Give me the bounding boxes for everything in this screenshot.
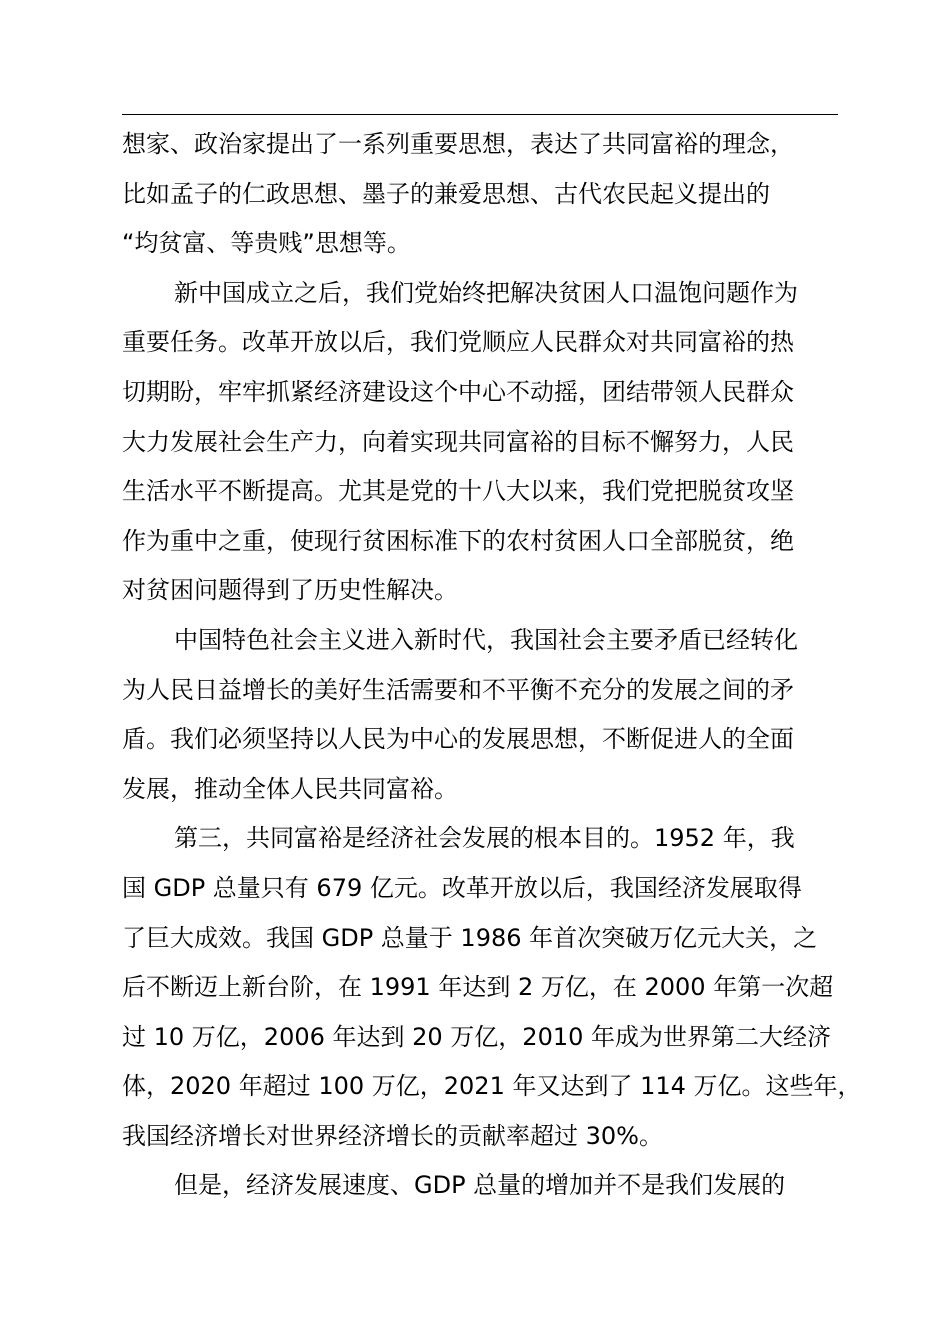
paragraph-first-line: 但是，经济发展速度、GDP 总量的增加并不是我们发展的 <box>174 1171 786 1200</box>
text-line: 盾。我们必须坚持以人民为中心的发展思想，不断促进人的全面 <box>122 725 794 754</box>
text-line: 过 10 万亿，2006 年达到 20 万亿，2010 年成为世界第二大经济 <box>122 1022 832 1051</box>
header-rule <box>122 114 838 115</box>
text-line: 生活水平不断提高。尤其是党的十八大以来，我们党把脱贫攻坚 <box>122 477 794 506</box>
paragraph-first-line: 中国特色社会主义进入新时代，我国社会主要矛盾已经转化 <box>174 625 798 654</box>
text-line: 比如孟子的仁政思想、墨子的兼爱思想、古代农民起义提出的 <box>122 179 770 208</box>
text-line: 为人民日益增长的美好生活需要和不平衡不充分的发展之间的矛 <box>122 675 794 704</box>
body-text <box>122 120 862 1211</box>
text-line: 切期盼，牢牢抓紧经济建设这个中心不动摇，团结带领人民群众 <box>122 377 794 406</box>
text-line: 对贫困问题得到了历史性解决。 <box>122 576 458 605</box>
text-line: 国 GDP 总量只有 679 亿元。改革开放以后，我国经济发展取得 <box>122 873 802 902</box>
text-line: “均贫富、等贵贱”思想等。 <box>122 229 411 258</box>
text-line: 了巨大成效。我国 GDP 总量于 1986 年首次突破万亿元大关，之 <box>122 923 818 952</box>
text-line: 发展，推动全体人民共同富裕。 <box>122 774 458 803</box>
text-line: 我国经济增长对世界经济增长的贡献率超过 30%。 <box>122 1121 663 1150</box>
text-line: 重要任务。改革开放以后，我们党顺应人民群众对共同富裕的热 <box>122 328 794 357</box>
text-line: 作为重中之重，使现行贫困标准下的农村贫困人口全部脱贫，绝 <box>122 526 794 555</box>
paragraph-first-line: 第三，共同富裕是经济社会发展的根本目的。1952 年，我 <box>174 824 795 853</box>
text-line: 体，2020 年超过 100 万亿，2021 年又达到了 114 万亿。这些年， <box>122 1072 862 1101</box>
text-line: 后不断迈上新台阶，在 1991 年达到 2 万亿，在 2000 年第一次超 <box>122 973 834 1002</box>
text-line: 想家、政治家提出了一系列重要思想，表达了共同富裕的理念， <box>122 130 794 158</box>
text-line: 大力发展社会生产力，向着实现共同富裕的目标不懈努力，人民 <box>122 427 794 456</box>
paragraph-first-line: 新中国成立之后，我们党始终把解决贫困人口温饱问题作为 <box>174 278 798 307</box>
